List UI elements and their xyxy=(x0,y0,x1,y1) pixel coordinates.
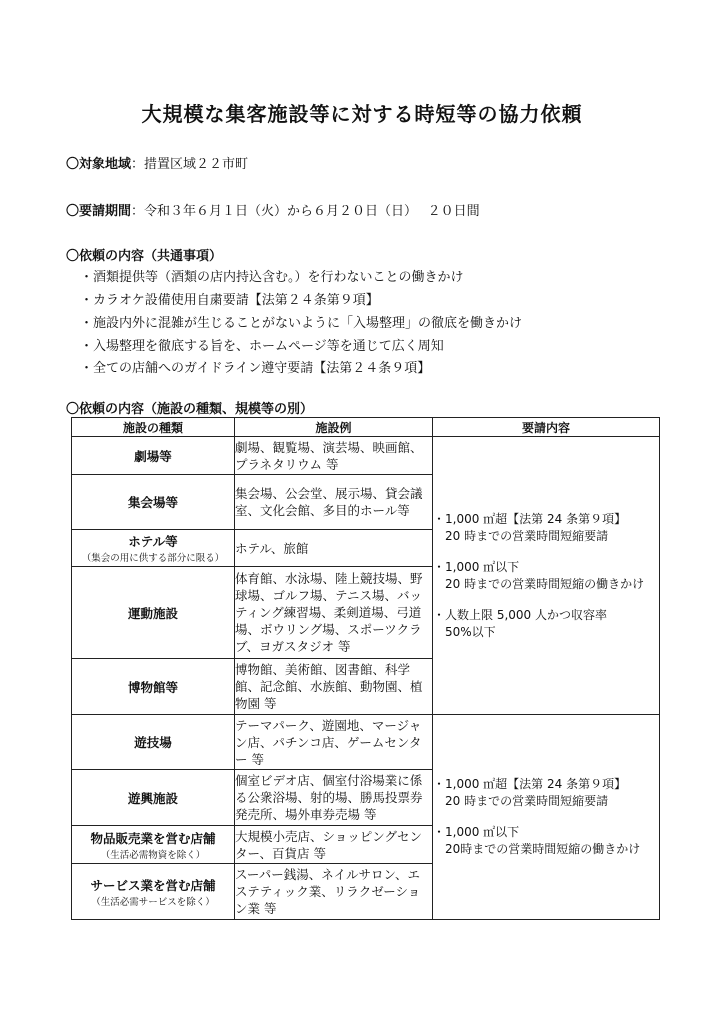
facility-type: ホテル等 （集会の用に供する部分に限る） xyxy=(72,530,235,567)
column-header: 要請内容 xyxy=(433,418,660,437)
request-line: ・1,000 ㎡超【法第 24 条第９項】 xyxy=(433,511,627,526)
facility-example: スーパー銭湯、ネイルサロン、エステティック業、リラクゼーション業 等 xyxy=(235,864,433,920)
facility-table xyxy=(71,417,660,920)
facility-example: 大規模小売店、ショッピングセンター、百貨店 等 xyxy=(235,826,433,864)
facility-example: 体育館、水泳場、陸上競技場、野球場、ゴルフ場、テニス場、バッティング練習場、柔剣道場、弓道場、ボウリング場、スポーツクラブ、ヨガスタジオ 等 xyxy=(235,567,433,659)
facility-type: 運動施設 xyxy=(72,567,235,659)
common-heading: 〇依頼の内容（共通事項） xyxy=(66,249,223,264)
request-line: 20 時までの営業時間短縮の働きかけ xyxy=(445,576,645,591)
request-line: ・1,000 ㎡以下 xyxy=(433,825,520,839)
facility-type: 博物館等 xyxy=(72,659,235,715)
column-header: 施設の種類 xyxy=(72,418,235,437)
facility-example: 博物館、美術館、図書館、科学館、記念館、水族館、動物園、植物園 等 xyxy=(235,659,433,715)
request-line: ・1,000 ㎡以下 xyxy=(433,559,520,574)
facility-type-note: （生活必需物資を除く） xyxy=(100,849,206,861)
page-title: 大規模な集客施設等に対する時短等の協力依頼 xyxy=(141,102,583,126)
facility-type: 物品販売業を営む店舗 （生活必需物資を除く） xyxy=(72,826,235,864)
table-row xyxy=(72,715,660,770)
facility-type: サービス業を営む店舗 （生活必需サービスを除く） xyxy=(72,864,235,920)
facility-example: 集会場、公会堂、展示場、貸会議室、文化会館、多目的ホール等 xyxy=(235,475,433,530)
request-line: 50%以下 xyxy=(445,624,496,639)
facility-type-note: （集会の用に供する部分に限る） xyxy=(81,553,225,564)
facility-type: 集会場等 xyxy=(72,475,235,530)
facility-example: ホテル、旅館 xyxy=(235,530,433,567)
request-period-label: 〇要請期間 xyxy=(66,204,132,219)
target-area-label: 〇対象地域 xyxy=(66,157,132,172)
facility-example: テーマパーク、遊園地、マージャン店、パチンコ店、ゲームセンター 等 xyxy=(235,715,433,770)
common-item: ・カラオケ設備使用自粛要請【法第２４条第９項】 xyxy=(80,293,379,308)
request-line: ・人数上限 5,000 人かつ収容率 xyxy=(433,607,607,622)
facility-type-note: （生活必需サービスを除く） xyxy=(91,896,215,908)
request-line: 20 時までの営業時間短縮要請 xyxy=(445,794,609,808)
request-line: 20時までの営業時間短縮の働きかけ xyxy=(445,842,641,856)
table-row xyxy=(72,437,660,475)
request-content-group-1 xyxy=(433,437,660,715)
common-item: ・入場整理を徹底する旨を、ホームページ等を通じて広く周知 xyxy=(80,339,444,354)
request-line: 20 時までの営業時間短縮要請 xyxy=(445,528,609,543)
target-area-line xyxy=(66,153,248,172)
request-line: ・1,000 ㎡超【法第 24 条第９項】 xyxy=(433,777,627,791)
facility-type: 遊技場 xyxy=(72,715,235,770)
common-item: ・酒類提供等（酒類の店内持込含む。）を行わないことの働きかけ xyxy=(80,270,464,285)
request-period-line xyxy=(66,200,480,219)
facility-type: 遊興施設 xyxy=(72,770,235,826)
facility-heading: 〇依頼の内容（施設の種類、規模等の別） xyxy=(66,402,314,417)
common-item: ・全ての店舗へのガイドライン遵守要請【法第２４条９項】 xyxy=(80,361,431,376)
common-item: ・施設内外に混雑が生じることがないように「入場整理」の徹底を働きかけ xyxy=(80,316,523,331)
column-header: 施設例 xyxy=(235,418,433,437)
target-area-value: ：措置区域２２市町 xyxy=(131,157,249,172)
facility-type: 劇場等 xyxy=(72,437,235,475)
facility-example: 個室ビデオ店、個室付浴場業に係る公衆浴場、射的場、勝馬投票券発売所、場外車券売場 等 xyxy=(235,770,433,826)
table-header-row xyxy=(72,418,660,437)
request-content-group-2 xyxy=(433,715,660,920)
request-period-value: ：令和３年６月１日（火）から６月２０日（日） ２０日間 xyxy=(131,204,480,219)
facility-example: 劇場、観覧場、演芸場、映画館、プラネタリウム 等 xyxy=(235,437,433,475)
